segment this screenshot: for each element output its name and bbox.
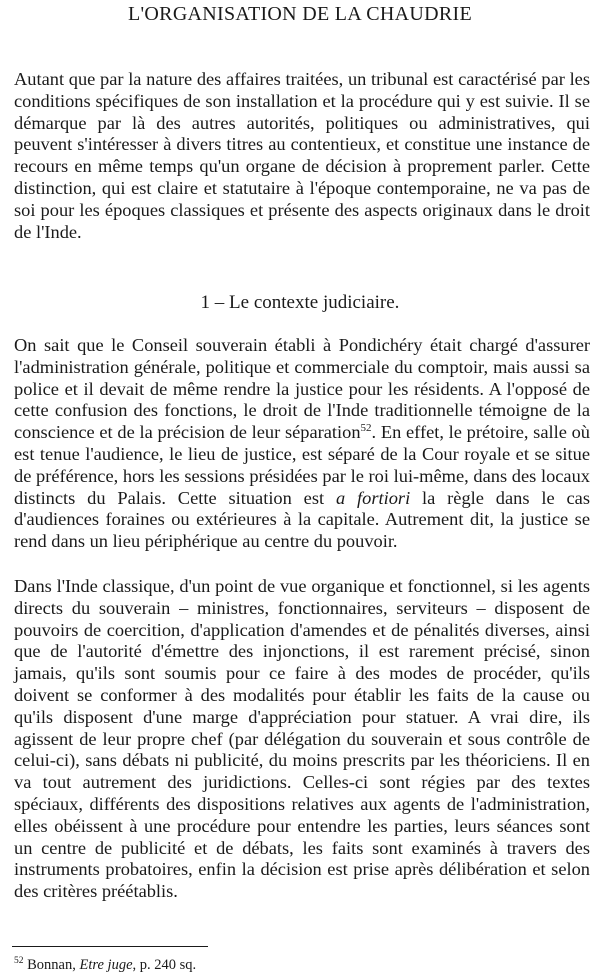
footnote-divider bbox=[12, 946, 208, 947]
body-paragraph-1 bbox=[14, 335, 590, 553]
paragraph-1-part-b: . En effet, le prétoire, salle où est tenue l'audience, le lieu de justice, est séparé de la Cour royale et se situe de préférence, hors les sessions présidées par le roi lui-même, dans des locaux distincts du Palais. Cette situation est bbox=[14, 422, 590, 508]
paragraph-1-part-c: la règle dans le cas d'audiences foraines ou extérieures à la capitale. Autrement dit, la justice se rend dans un lieu périphérique au centre du pouvoir. bbox=[14, 487, 590, 552]
intro-text: Autant que par la nature des affaires traitées, un tribunal est caractérisé par les conditions spécifiques de son installation et la procédure qui y est suivie. Il se démarque par là des autres autorités, politiques ou administratives, qui peuvent s'intéresser à divers titres au contentieux, et constitue une instance de recours en même temps qu'un organe de décision à proprement parler. Cette distinction, qui est claire et statutaire à l'époque contemporaine, ne va pas de soi pour les époques classiques et présente des aspects originaux dans le droit de l'Inde. bbox=[14, 69, 590, 242]
paragraph-1-part-a: On sait que le Conseil souverain établi à Pondichéry était chargé d'assurer l'administration générale, politique et commerciale du comptoir, mais aussi sa police et il devait de même rendre la justice pour les résidents. A l'opposé de cette confusion des fonctions, le droit de l'Inde traditionnelle témoigne de la conscience et de la précision de leur séparation bbox=[14, 335, 590, 443]
section-heading: 1 – Le contexte judiciaire. bbox=[200, 292, 400, 313]
footnote bbox=[14, 956, 196, 974]
intro-paragraph bbox=[14, 69, 590, 243]
running-title: L'ORGANISATION DE LA CHAUDRIE bbox=[128, 3, 472, 25]
paragraph-1-text bbox=[14, 335, 590, 553]
body-paragraph-2 bbox=[14, 576, 590, 903]
footnote-author: Bonnan, bbox=[23, 957, 80, 973]
footnote-locator: , p. 240 sq. bbox=[132, 957, 197, 973]
footnote-work-title: Etre juge bbox=[79, 957, 133, 973]
footnote-number: 52 bbox=[14, 956, 24, 967]
footnote-reference[interactable]: 52 bbox=[360, 422, 372, 435]
paragraph-2-text: Dans l'Inde classique, d'un point de vue organique et fonctionnel, si les agents directs du souverain – ministres, fonctionnaires, serviteurs – disposent de pouvoirs de coercition, d'application d'amendes et de pénalités diverses, ainsi que de l'autorité d'émettre des injonctions, il est rarement précisé, sinon jamais, qu'ils sont soumis pour ce faire à des modes de procéder, qu'ils doivent se conformer à des modalités pour établir les faits de la cause ou qu'ils disposent d'une marge d'appréciation pour statuer. A vrai dire, ils agissent de leur propre chef (par délégation du souverain et sous contrôle de celui-ci), sans débats ni publicité, du moins prescrits par les théoriciens. Il en va tout autrement des juridictions. Celles-ci sont régies par des textes spéciaux, différents des dispositions relatives aux agents de l'administration, elles obéissent à une procédure pour entendre les parties, leurs séances sont un centre de publicité et de débats, les faits sont examinés à travers des instruments probatoires, enfin la décision est prise après délibération et selon des critères préétablis. bbox=[14, 576, 590, 902]
paragraph-1-emphasis: a fortiori bbox=[335, 487, 411, 508]
